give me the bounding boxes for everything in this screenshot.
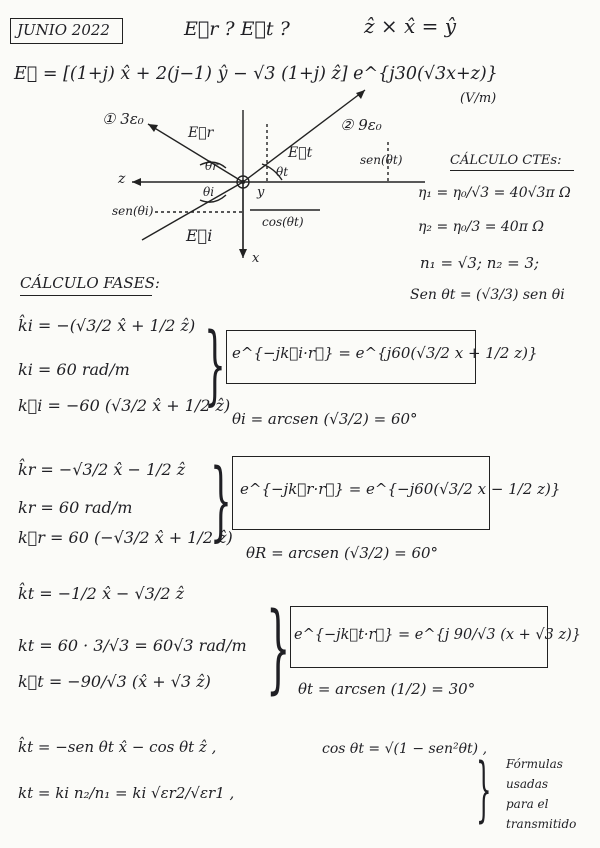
reflected-arrow [148,124,158,132]
phases-title: CÁLCULO FASES: [20,274,160,292]
constants-title-underline [450,170,574,171]
x-axis-label: x [252,251,260,266]
constants-title: CÁLCULO CTEs: [450,153,562,168]
cos-theta-t-label: cos(θt) [262,215,304,229]
kt-general-formula: kt = ki n₂/n₁ = ki √εr2/√εr1 , [18,784,235,802]
transmitted-arrow [356,90,365,99]
kt-unit-vector: k̂t = −1/2 x̂ − √3/2 ẑ [18,584,185,603]
transmitted-brace: } [266,592,291,704]
kt-magnitude: kt = 60 · 3/√3 = 60√3 rad/m [18,636,247,655]
snell-law: Sen θt = (√3/3) sen θi [410,287,565,303]
kr-unit-vector: k̂r = −√3/2 x̂ − 1/2 ẑ [18,460,186,479]
formulas-brace: } [476,748,492,830]
theta-t-result: θt = arcsen (1/2) = 30° [298,680,476,698]
ki-unit-vector: k̂i = −(√3/2 x̂ + 1/2 ẑ) [18,316,196,335]
eta1-expression: η₁ = η₀/√3 = 40√3π Ω [418,185,571,201]
formulas-note-line-4: transmitido [506,817,577,831]
incident-phase-exponential: e^{−jk⃗i·r⃗} = e^{j60(√3/2 x + 1/2 z)} [232,344,538,362]
transmitted-field-label: E⃗t [288,145,313,161]
reflected-field-label: E⃗r [188,125,214,141]
kt-hat-general-formula: k̂t = −sen θt x̂ − cos θt ẑ , [18,738,217,756]
kr-magnitude: kr = 60 rad/m [18,498,133,517]
z-axis-label: z [118,171,126,187]
phases-title-underline [20,295,152,296]
sen-theta-t-label: sen(θt) [360,153,403,167]
reflected-phase-exponential: e^{−jk⃗r·r⃗} = e^{−j60(√3/2 x − 1/2 z)} [240,480,561,498]
field-units: (V/m) [460,91,497,106]
ki-magnitude: ki = 60 rad/m [18,360,130,379]
formulas-note-line-3: para el [506,797,549,811]
z-arrow [132,178,141,186]
refractive-indices: n₁ = √3; n₂ = 3; [420,254,540,272]
formulas-note-line-1: Fórmulas [506,757,563,771]
arrowheads [132,90,365,258]
theta-r-label: θr [205,159,218,173]
theta-t-label: θt [276,165,289,179]
x-arrow [239,249,247,258]
incident-field-label: E⃗i [186,226,213,245]
origin-dot [241,180,245,184]
kt-vector: k⃗t = −90/√3 (x̂ + √3 ẑ) [18,672,211,691]
date-label: JUNIO 2022 [17,21,110,39]
ki-vector: k⃗i = −60 (√3/2 x̂ + 1/2 ẑ) [18,396,231,415]
theta-i-label: θi [203,185,215,199]
sen-theta-i-label: sen(θi) [112,204,154,218]
incident-field-expression: E⃗ = [(1+j) x̂ + 2(j−1) ŷ − √3 (1+j) ẑ] e^{j30(√3x+z)} [14,64,498,84]
incident-brace: } [204,315,226,415]
medium-2-label: ② 9ε₀ [340,116,382,134]
theta-r-result: θR = arcsen (√3/2) = 60° [246,544,439,562]
medium-1-label: ① 3ε₀ [102,110,144,128]
reflected-brace: } [210,451,232,551]
transmitted-phase-exponential: e^{−jk⃗t·r⃗} = e^{j 90/√3 (x + √3 z)} [294,627,582,643]
transmitted-ray [243,90,365,182]
formulas-note-line-2: usadas [506,777,549,791]
unit-vector-identity: ẑ × x̂ = ŷ [364,14,457,38]
question-label: E⃗r ? E⃗t ? [184,18,290,40]
theta-i-result: θi = arcsen (√3/2) = 60° [232,410,418,428]
y-axis-label: y [257,185,265,200]
cos-theta-t-formula: cos θt = √(1 − sen²θt) , [322,741,488,757]
eta2-expression: η₂ = η₀/3 = 40π Ω [418,219,544,235]
kr-vector: k⃗r = 60 (−√3/2 x̂ + 1/2 ẑ) [18,528,233,547]
